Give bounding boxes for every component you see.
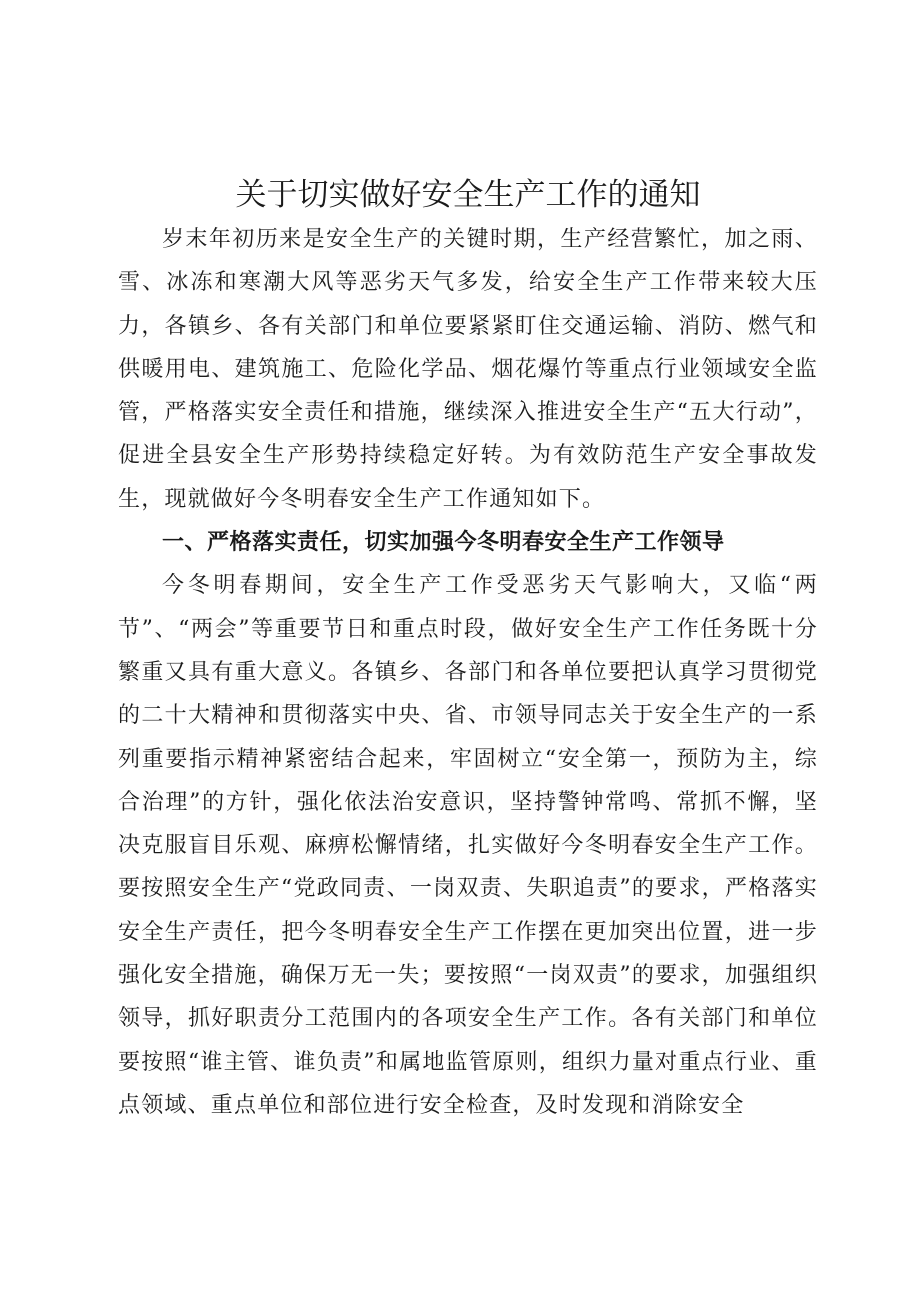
section-heading-1: 一、严格落实责任，切实加强今冬明春安全生产工作领导	[162, 530, 725, 556]
intro-paragraph: 岁末年初历来是安全生产的关键时期，生产经营繁忙，加之雨、雪、冰冻和寒潮大风等恶劣天气多发，给安全生产工作带来较大压力，各镇乡、各有关部门和单位要紧紧盯住交通运输、消防、燃气和供暖用电、建筑施工、危险化学品、烟花爆竹等重点行业领域安全监管，严格落实安全责任和措施，继续深入推进安全生产“五大行动”，促进全县安全生产形势持续稳定好转。为有效防范生产安全事故发生，现就做好今冬明春安全生产工作通知如下。	[118, 227, 818, 512]
section-1-paragraph: 今冬明春期间，安全生产工作受恶劣天气影响大，又临“两节”、“两会”等重要节日和重点时段，做好安全生产工作任务既十分繁重又具有重大意义。各镇乡、各部门和各单位要把认真学习贯彻党的二十大精神和贯彻落实中央、省、市领导同志关于安全生产的一系列重要指示精神紧密结合起来，牢固树立“安全第一，预防为主，综合治理”的方针，强化依法治安意识，坚持警钟常鸣、常抓不懈，坚决克服盲目乐观、麻痹松懈情绪，扎实做好今冬明春安全生产工作。要按照安全生产“党政同责、一岗双责、失职追责”的要求，严格落实安全生产责任，把今冬明春安全生产工作摆在更加突出位置，进一步强化安全措施，确保万无一失；要按照“一岗双责”的要求，加强组织领导，抓好职责分工范围内的各项安全生产工作。各有关部门和单位要按照“谁主管、谁负责”和属地监管原则，组织力量对重点行业、重点领域、重点单位和部位进行安全检查，及时发现和消除安全	[118, 573, 818, 1118]
document-page	[118, 172, 818, 1127]
document-title: 关于切实做好安全生产工作的通知	[235, 177, 701, 213]
